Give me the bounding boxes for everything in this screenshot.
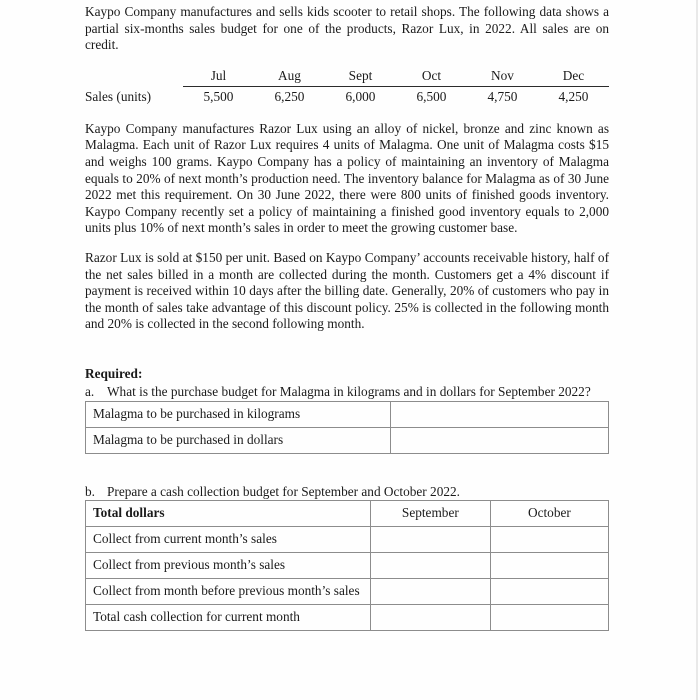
- sales-month-dec: Dec: [538, 67, 609, 87]
- cash-row-month-before-previous-october-cell[interactable]: [490, 579, 608, 605]
- cash-row-month-before-previous-september-cell[interactable]: [370, 579, 490, 605]
- cash-row-previous-month-september-cell[interactable]: [370, 553, 490, 579]
- sales-units-dec: 4,250: [558, 88, 589, 104]
- spacer-before-required: [85, 346, 609, 366]
- sales-month-jul: Jul: [183, 67, 254, 87]
- required-item-a-marker: a.: [85, 383, 95, 399]
- sales-units-row-label: Sales (units): [85, 88, 152, 104]
- required-list-a: [85, 384, 609, 401]
- malagma-dollars-label: Malagma to be purchased in dollars: [86, 427, 391, 453]
- cash-table-column-september: September: [370, 501, 490, 527]
- cash-row-month-before-previous-label: Collect from month before previous month’s sales: [86, 579, 371, 605]
- document-content: [85, 4, 609, 631]
- cash-collection-budget-table: [85, 500, 609, 631]
- cash-table-header-row: [86, 501, 609, 527]
- cash-row-total-september-cell[interactable]: [370, 605, 490, 631]
- cash-table-title-cell: Total dollars: [86, 501, 371, 527]
- sales-units-jul: 5,500: [203, 88, 234, 104]
- cash-row-previous-month-october-cell[interactable]: [490, 553, 608, 579]
- required-heading: Required:: [85, 365, 143, 381]
- table-row: [86, 401, 609, 427]
- sales-table-header-row: [85, 67, 609, 87]
- sales-units-nov: 4,750: [487, 88, 518, 104]
- sales-month-nov: Nov: [467, 67, 538, 87]
- required-list-b: [85, 484, 609, 501]
- malagma-purchase-table: [85, 401, 609, 454]
- sales-budget-table-wrapper: [85, 67, 609, 107]
- malagma-kilograms-input-cell[interactable]: [391, 401, 609, 427]
- sales-month-sept: Sept: [325, 67, 396, 87]
- sales-units-sept: 6,000: [345, 88, 376, 104]
- cash-row-total-label: Total cash collection for current month: [86, 605, 371, 631]
- table-row: [86, 605, 609, 631]
- table-row: [86, 553, 609, 579]
- sales-table-corner-cell: [85, 67, 183, 87]
- table-row: [86, 427, 609, 453]
- cash-row-current-month-september-cell[interactable]: [370, 527, 490, 553]
- cash-row-previous-month-label: Collect from previous month’s sales: [86, 553, 371, 579]
- table-row: [86, 527, 609, 553]
- collections-paragraph: Razor Lux is sold at $150 per unit. Based on Kaypo Company’ accounts receivable history, half of the net sales billed in a month are collected during the month. Customers get a 4% discount if payment is received within 10 days after the billing date. Generally, 20% of customers who pay in the month of sales take advantage of this discount policy. 25% is collected in the following month and 20% is collected in the second following month.: [85, 249, 609, 332]
- sales-budget-table: [85, 67, 609, 107]
- sales-month-aug: Aug: [254, 67, 325, 87]
- required-item-b: [85, 484, 609, 501]
- required-item-a-text: What is the purchase budget for Malagma in kilograms and in dollars for September 2022?: [107, 383, 591, 399]
- cash-row-total-october-cell[interactable]: [490, 605, 608, 631]
- materials-paragraph: Kaypo Company manufactures Razor Lux using an alloy of nickel, bronze and zinc known as Malagma. Each unit of Razor Lux requires 4 units of Malagma. One unit of Malagma costs $15 and weighs 100 grams. Kaypo Company has a policy of maintaining an inventory of Malagma equals to 20% of next month’s production need. The inventory balance for Malagma as of 30 June 2022 met this requirement. On 30 June 2022, there were 800 units of finished goods inventory. Kaypo Company recently set a policy of maintaining a finished good inventory equals to 2,000 units plus 10% of next month’s sales in order to meet the growing customer base.: [85, 120, 609, 236]
- required-item-b-text: Prepare a cash collection budget for September and October 2022.: [107, 483, 460, 499]
- spacer-before-item-b: [85, 454, 609, 484]
- sales-table-units-row: [85, 86, 609, 107]
- required-item-b-marker: b.: [85, 483, 95, 499]
- cash-row-current-month-label: Collect from current month’s sales: [86, 527, 371, 553]
- table-row: [86, 579, 609, 605]
- malagma-kilograms-label: Malagma to be purchased in kilograms: [86, 401, 391, 427]
- malagma-dollars-input-cell[interactable]: [391, 427, 609, 453]
- cash-table-column-october: October: [490, 501, 608, 527]
- required-item-a: [85, 384, 609, 401]
- sales-units-aug: 6,250: [274, 88, 305, 104]
- sales-units-oct: 6,500: [416, 88, 447, 104]
- intro-paragraph: Kaypo Company manufactures and sells kids scooter to retail shops. The following data shows a partial six-months sales budget for one of the products, Razor Lux, in 2022. All sales are on credit.: [85, 4, 609, 53]
- cash-row-current-month-october-cell[interactable]: [490, 527, 608, 553]
- sales-month-oct: Oct: [396, 67, 467, 87]
